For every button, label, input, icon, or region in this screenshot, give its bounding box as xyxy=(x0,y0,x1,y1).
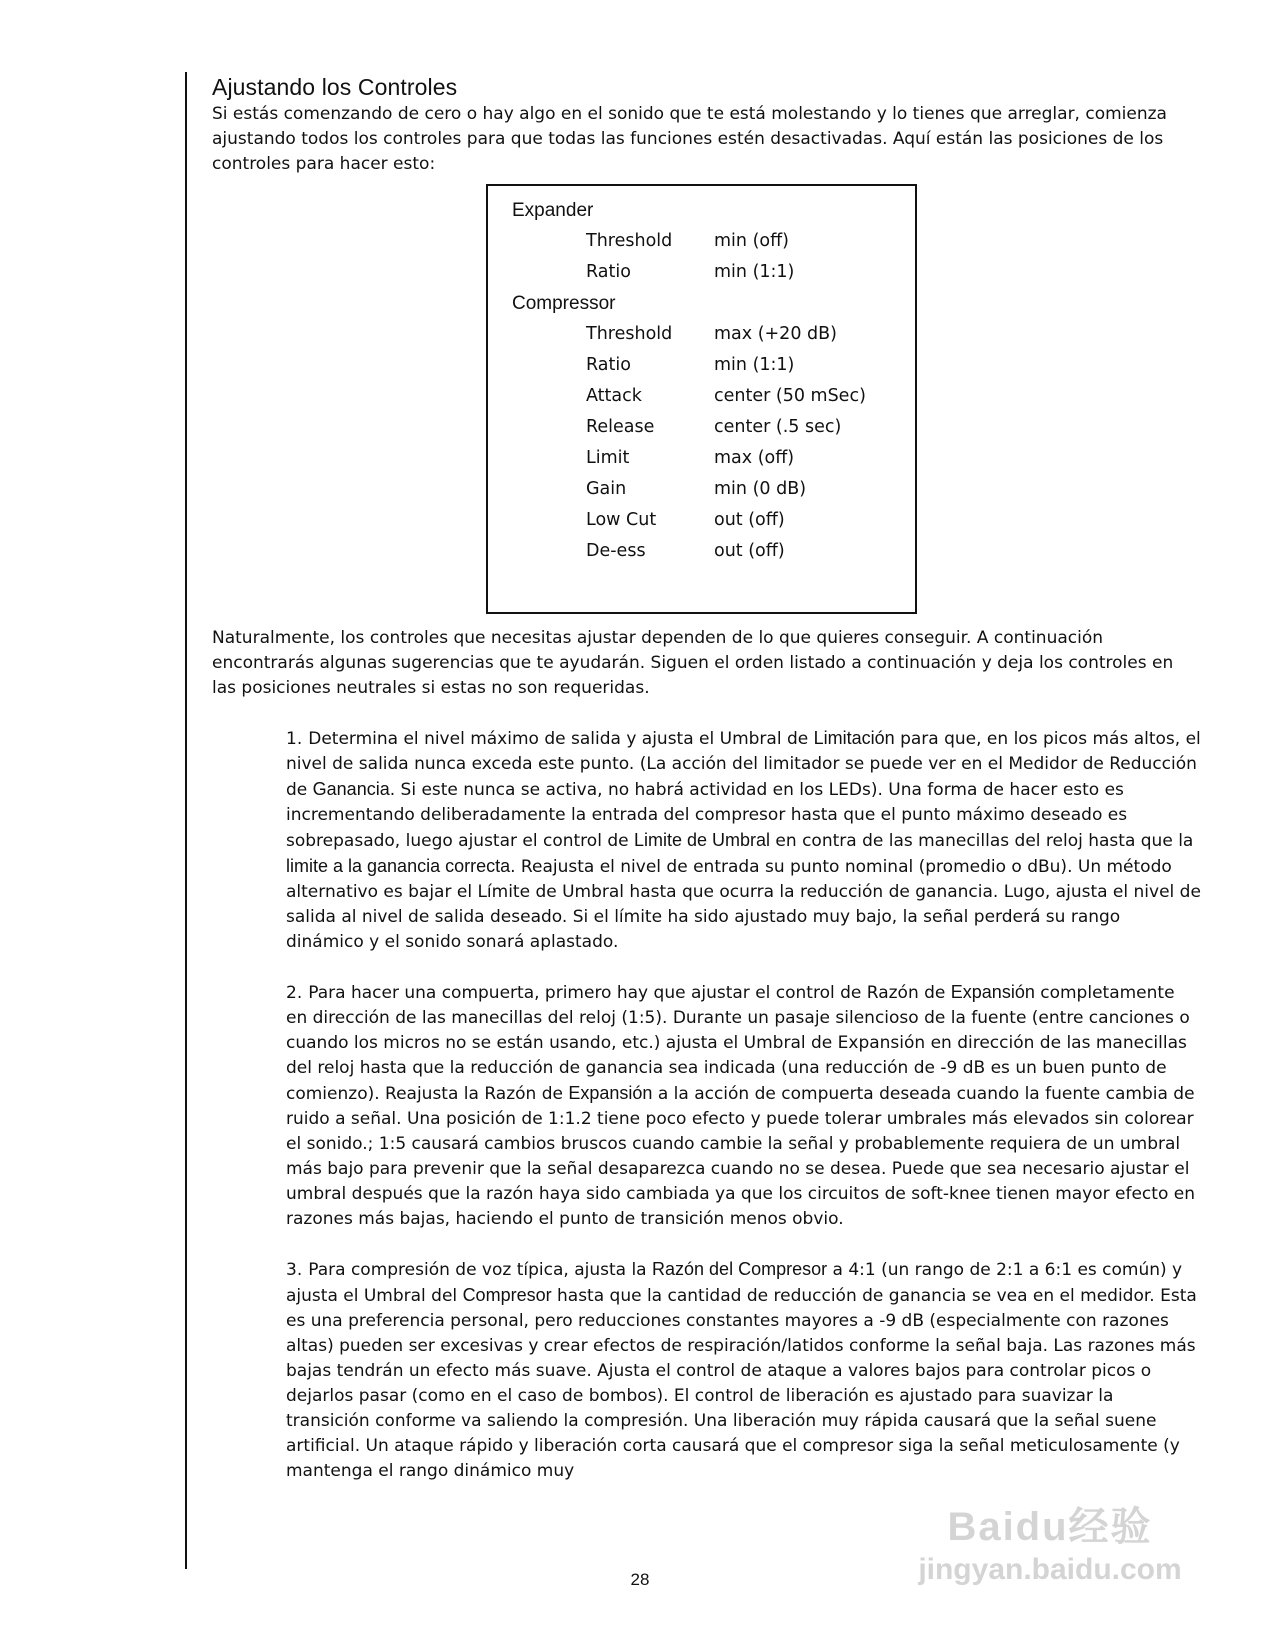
step-number: 1. xyxy=(286,729,303,749)
step-item xyxy=(286,726,1201,955)
setting-value: max (+20 dB) xyxy=(714,324,837,344)
setting-name: Low Cut xyxy=(586,510,657,530)
control-settings-box xyxy=(486,184,917,614)
setting-name: Release xyxy=(586,417,655,437)
keyword: Expansión xyxy=(950,982,1035,1002)
suggestions-paragraph: Naturalmente, los controles que necesitas ajustar dependen de lo que quieres conseguir. A continuación encontrarás algunas sugerencias que te ayudarán. Siguen el orden listado a continuación y deja los controles en las posiciones neutrales si estas no son requeridas. xyxy=(212,628,1174,698)
page-number: 28 xyxy=(630,1570,650,1589)
intro-paragraph: Si estás comenzando de cero o hay algo en el sonido que te está molestando y lo tienes que arreglar, comienza ajustando todos los controles para que todas las funciones estén desactivadas. Aquí están las posiciones de los controles para hacer esto: xyxy=(212,104,1167,174)
keyword: Limitación xyxy=(813,728,895,748)
setting-value: center (50 mSec) xyxy=(714,386,866,406)
step-text: . Reajusta el nivel de entrada su punto nominal (promedio o dBu). Un método alternativo es bajar el Límite de Umbral hasta que ocurra la reducción de ganancia. Lugo, ajusta el nivel de salida al nivel de salida deseado. Si el límite ha sido ajustado muy bajo, la señal perderá su rango dinámico y el sonido sonará aplastado. xyxy=(286,857,1201,952)
setting-value: out (off) xyxy=(714,541,785,561)
left-margin-rule xyxy=(185,72,187,1569)
step-item xyxy=(286,980,1201,1232)
watermark-url: jingyan.baidu.com xyxy=(918,1553,1182,1586)
setting-name: Ratio xyxy=(586,355,631,375)
step-text: hasta que la cantidad de reducción de ganancia se vea en el medidor. Esta es una preferencia personal, pero reducciones constantes mayores a -9 dB (especialmente con razones altas) pueden ser excesivas y crear efectos de respiración/latidos conforme la señal baja. Las razones más bajas tendrán un efecto más suave. Ajusta el control de ataque a valores bajos para controlar picos o dejarlos pasar (como en el caso de bombos). El control de liberación es ajustado para suavizar la transición conforme va saliendo la compresión. Una liberación muy rápida causará que la señal suene artificial. Un ataque rápido y liberación corta causará que el compresor siga la señal meticulosamente (y mantenga el rango dinámico muy xyxy=(286,1286,1197,1481)
expander-title: Expander xyxy=(512,200,594,221)
setting-value: min (off) xyxy=(714,231,789,251)
setting-value: min (0 dB) xyxy=(714,479,807,499)
keyword: Limite de Umbral xyxy=(633,830,771,850)
keyword: Compresor xyxy=(462,1285,552,1305)
steps-list xyxy=(286,726,1201,1509)
keyword: Razón del Compresor xyxy=(652,1259,828,1279)
setting-value: center (.5 sec) xyxy=(714,417,842,437)
setting-value: min (1:1) xyxy=(714,355,795,375)
setting-name: Attack xyxy=(586,386,642,406)
step-number: 2. xyxy=(286,983,303,1003)
watermark-logo: Baidu经验 xyxy=(947,1505,1153,1549)
step-text: Para hacer una compuerta, primero hay que ajustar el control de Razón de xyxy=(308,983,951,1003)
setting-value: max (off) xyxy=(714,448,795,468)
setting-name: Threshold xyxy=(586,324,673,344)
setting-name: Gain xyxy=(586,479,627,499)
step-text: Para compresión de voz típica, ajusta la xyxy=(308,1260,653,1280)
step-text: a 4:1 (un rango de 2:1 a 6:1 es común) y ajusta el Umbral del xyxy=(286,1260,1183,1306)
setting-name: De-ess xyxy=(586,541,646,561)
step-text: completamente en dirección de las manecillas del reloj (1:5). Durante un pasaje silencioso de la fuente (entre canciones o cuando los micros no se están usando, etc.) ajusta el Umbral de Expansión en dirección de las manecillas del reloj hasta que la reducción de ganancia sea indicada (una reducción de -9 dB es un buen punto de comienzo). Reajusta la Razón de xyxy=(286,983,1190,1104)
keyword: limite a la ganancia correcta xyxy=(286,856,511,876)
keyword: Expansión xyxy=(568,1083,653,1103)
keyword: Ganancia xyxy=(312,779,390,799)
setting-name: Limit xyxy=(586,448,630,468)
setting-name: Threshold xyxy=(586,231,673,251)
step-text: en contra de las manecillas del reloj hasta que la xyxy=(770,831,1194,851)
compressor-title: Compressor xyxy=(512,293,616,314)
setting-value: out (off) xyxy=(714,510,785,530)
step-item xyxy=(286,1257,1201,1484)
step-text: Determina el nivel máximo de salida y ajusta el Umbral de xyxy=(308,729,814,749)
setting-value: min (1:1) xyxy=(714,262,795,282)
section-heading: Ajustando los Controles xyxy=(212,74,458,100)
step-text: a la acción de compuerta deseada cuando la fuente cambia de ruido a señal. Una posición de 1:1.2 tiene poco efecto y puede tolerar umbrales más elevados sin colorear el sonido.; 1:5 causará cambios bruscos cuando cambie la señal y probablemente requiera de un umbral más bajo para prevenir que la señal desaparezca cuando no se desea. Puede que sea necesario ajustar el umbral después que la razón haya sido cambiada ya que los circuitos de soft-knee tienen mayor efecto en razones más bajas, haciendo el punto de transición menos obvio. xyxy=(286,1084,1195,1229)
baidu-watermark xyxy=(900,1503,1200,1603)
step-text: para que, en los picos más altos, el nivel de salida nunca exceda este punto. (La acción del limitador se puede ver en el Medidor de Reducción de xyxy=(286,729,1201,800)
step-text: . Si este nunca se activa, no habrá actividad en los LEDs). Una forma de hacer esto es incrementando deliberadamente la entrada del compresor hasta que el punto máximo deseado es sobrepasado, luego ajustar el control de xyxy=(286,780,1128,851)
step-number: 3. xyxy=(286,1260,303,1280)
setting-name: Ratio xyxy=(586,262,631,282)
